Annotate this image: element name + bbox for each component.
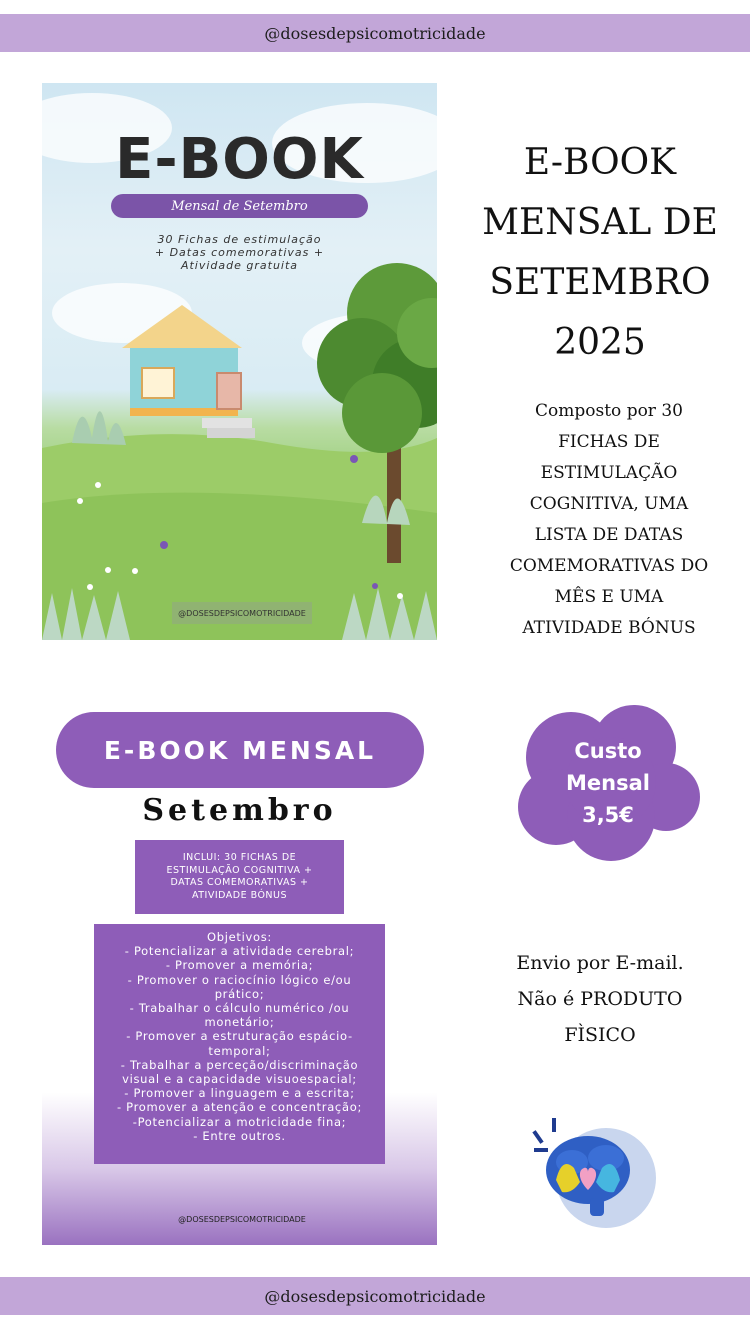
- house-roof: [122, 305, 242, 348]
- desc-line: ATIVIDADE BÓNUS: [522, 618, 696, 638]
- includes-line: ATIVIDADE BÓNUS: [191, 889, 288, 901]
- objectives-line: - Entre outros.: [193, 1128, 286, 1143]
- product-description: [484, 396, 734, 644]
- objectives-line: - Promover a linguagem e a escrita;: [124, 1086, 355, 1101]
- ebook-mensal-banner: [56, 712, 424, 788]
- objectives-line: - Promover a estruturação espácio-: [126, 1029, 353, 1044]
- month-title: Setembro: [142, 793, 337, 828]
- cost-price: 3,5€: [582, 803, 634, 827]
- cover-description: [42, 233, 437, 272]
- desc-line: FICHAS DE: [558, 432, 660, 452]
- top-banner: [0, 14, 750, 52]
- cost-line: Custo: [574, 739, 642, 763]
- bottom-banner-handle: @dosesdepsicomotricidade: [264, 1286, 486, 1306]
- cover-title: E-BOOK: [115, 127, 364, 192]
- cover-line: 30 Fichas de estimulação: [157, 233, 322, 246]
- bottom-banner: [0, 1277, 750, 1315]
- desc-line: ESTIMULAÇÃO: [540, 463, 678, 483]
- cover-line: Atividade gratuita: [180, 259, 299, 272]
- desc-line: LISTA DE DATAS: [534, 525, 684, 545]
- top-banner-handle: @dosesdepsicomotricidade: [264, 23, 486, 43]
- ebook-info-card: [42, 700, 437, 1245]
- objectives-line: prático;: [214, 986, 265, 1001]
- objectives-line: Objetivos:: [206, 930, 273, 944]
- delivery-line: FÌSICO: [564, 1024, 636, 1046]
- objectives-line: -Potencializar a motricidade fina;: [132, 1114, 347, 1129]
- delivery-line: Não é PRODUTO: [517, 988, 683, 1010]
- cost-line: Mensal: [566, 771, 650, 795]
- product-heading: [470, 133, 730, 373]
- includes-line: DATAS COMEMORATIVAS +: [170, 877, 309, 888]
- delivery-line: Envio por E-mail.: [516, 952, 684, 974]
- ebook-cover: [42, 83, 437, 640]
- desc-line: MÊS E UMA: [554, 587, 664, 607]
- desc-line: COGNITIVA, UMA: [529, 494, 689, 514]
- delivery-info: [490, 945, 710, 1053]
- cover-line: + Datas comemorativas +: [154, 246, 325, 259]
- heading-line: MENSAL DE: [482, 202, 718, 243]
- heading-line: 2025: [554, 322, 646, 363]
- heading-line: SETEMBRO: [489, 262, 711, 303]
- brain-hands-heart-icon: [528, 1110, 658, 1230]
- objectives-line: - Trabalhar o cálculo numérico /ou: [129, 1001, 350, 1016]
- objectives-line: - Promover a memória;: [165, 958, 314, 973]
- cover-subtitle-pill: [111, 194, 368, 218]
- cost-label: [516, 735, 700, 831]
- objectives-box: [94, 924, 385, 1164]
- objectives-line: visual e a capacidade visuoespacial;: [122, 1072, 357, 1087]
- objectives-line: - Potencializar a atividade cerebral;: [124, 944, 355, 959]
- heading-line: E-BOOK: [523, 142, 677, 183]
- includes-line: ESTIMULAÇÃO COGNITIVA +: [166, 864, 313, 876]
- objectives-line: temporal;: [208, 1043, 271, 1058]
- includes-line: INCLUI: 30 FICHAS DE: [182, 852, 297, 863]
- card-credit: @DOSESDEPSICOMOTRICIDADE: [178, 1215, 306, 1224]
- objectives-line: - Promover o raciocínio lógico e/ou: [127, 972, 352, 987]
- desc-line: Composto por 30: [535, 401, 683, 421]
- objectives-line: - Trabalhar a perceção/discriminação: [120, 1057, 359, 1072]
- desc-line: COMEMORATIVAS DO: [509, 556, 709, 576]
- objectives-line: monetário;: [204, 1015, 275, 1030]
- objectives-line: - Promover a atenção e concentração;: [116, 1100, 363, 1115]
- cover-subtitle: Mensal de Setembro: [171, 198, 308, 214]
- cover-credit: @DOSESDEPSICOMOTRICIDADE: [172, 602, 312, 624]
- includes-box: [135, 840, 344, 914]
- banner-label: E-BOOK MENSAL: [103, 735, 377, 765]
